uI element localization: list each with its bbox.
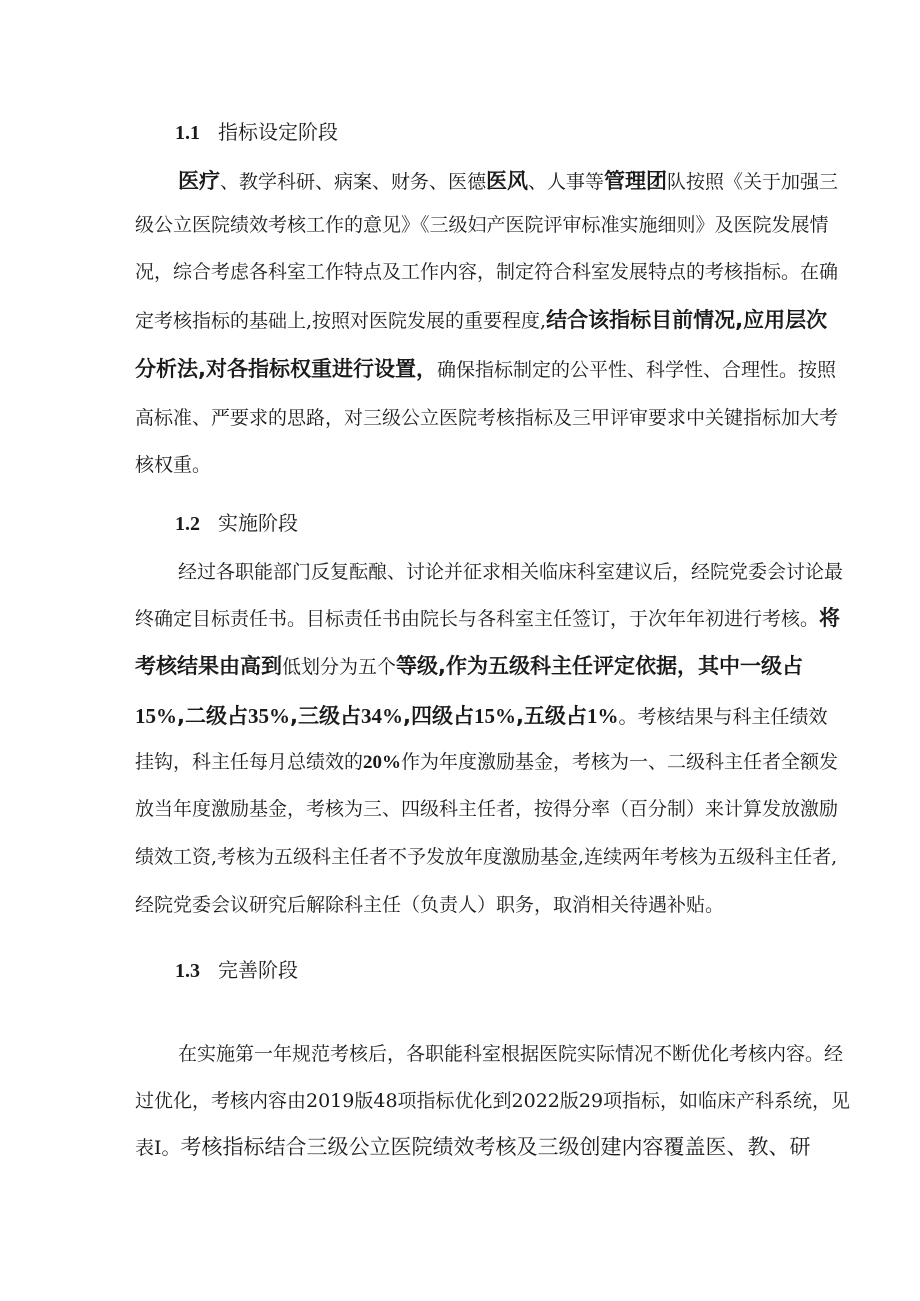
section-heading-1-3 [175,956,298,985]
section-number: 1.3 [175,960,200,982]
paragraph-line: 在实施第一年规范考核后，各职能科室根据医院实际情况不断优化考核内容。经 [178,1043,844,1065]
section-heading-1-2 [175,509,298,538]
paragraph-line: 况，综合考虑各科室工作特点及工作内容，制定符合科室发展特点的考核指标。在确 [135,261,839,283]
paragraph-line: 放当年度激励基金，考核为三、四级科主任者，按得分率（百分制）来计算发放激励 [135,798,839,820]
text-run: ,三级占 [289,704,361,728]
section-number: 1.2 [175,513,200,535]
paragraph-line: 绩效工资,考核为五级科主任者不予发放年度激励基金,连续两年考核为五级科主任者, [135,846,838,868]
paragraph-line [135,748,838,777]
paragraph-line [135,652,803,681]
section-title: 指标设定阶段 [218,120,338,144]
text-run: 定考核指标的基础上,按照对医院发展的重要程度, [135,310,547,332]
text-run: 35% [247,704,290,728]
text-run: 确保指标制定的公平性、科学性、合理性。按照 [436,359,836,381]
section-title: 完善阶段 [218,958,298,982]
text-run: 考核结果由高到 [135,654,282,678]
paragraph-line: 经院党委会议研究后解除科主任（负责人）职务，取消相关待遇补贴。 [135,894,725,916]
text-run: 结合该指标目前情况,应用层次 [546,308,828,332]
text-run: 低划分为五个 [282,656,397,678]
paragraph-line [135,355,836,384]
text-run: 34% [360,704,403,728]
section-title: 实施阶段 [218,511,298,535]
paragraph-line: 级公立医院绩效考核工作的意见》《三级妇产医院评审标准实施细则》及医院发展情 [135,214,829,236]
paragraph-line [135,702,827,731]
section-heading-1-1 [175,118,338,147]
text-run: 考核指标结合三级公立医院绩效考核及三级创建内容覆盖医、教、研 [180,1135,811,1159]
paragraph-line [135,604,840,633]
paragraph-line: 过优化，考核内容由2019版48项指标优化到2022版29项指标，如临床产科系统，见 [135,1090,851,1112]
text-run: 1% [586,704,619,728]
text-run: 表I。 [135,1137,181,1159]
text-run: 、人事等 [528,171,605,193]
text-run: 终确定目标责任书。目标责任书由院长与各科室主任签订，于次年年初进行考核。 [135,608,820,630]
text-run: 作为年度激励基金，考核为一、二级科主任者全额发 [401,751,839,773]
text-run: 15% [135,704,177,728]
section-number: 1.1 [175,122,200,144]
paragraph-line [135,306,827,335]
paragraph-line [178,167,838,196]
text-run: 挂钩，科主任每月总绩效的 [135,751,364,773]
text-run: ,四级占 [402,704,474,728]
text-run: 15% [473,704,516,728]
text-run: 、教学科研、病案、财务、医德 [220,171,487,193]
text-run: 分析法,对各指标权重进行设置， [135,357,437,381]
text-run: 队按照《关于加强三 [667,171,839,193]
paragraph-line: 核权重。 [135,454,212,476]
text-run: 医疗 [178,169,220,193]
text-run: ,二级占 [177,704,248,728]
text-run: 20% [363,752,402,773]
text-run: 等级,作为五级科主任评定依据，其中一级占 [396,654,803,678]
text-run: 管理团 [604,169,668,193]
text-run: ,五级占 [515,704,587,728]
paragraph-line: 高标准、严要求的思路，对三级公立医院考核指标及三甲评审要求中关键指标加大考 [135,407,839,429]
text-run: 医风 [486,169,529,193]
paragraph-line [135,1133,811,1162]
text-run: 。考核结果与科主任绩效 [618,706,828,728]
text-run: 将 [819,606,841,630]
paragraph-line: 经过各职能部门反复酝酿、讨论并征求相关临床科室建议后，经院党委会讨论最 [178,561,844,583]
